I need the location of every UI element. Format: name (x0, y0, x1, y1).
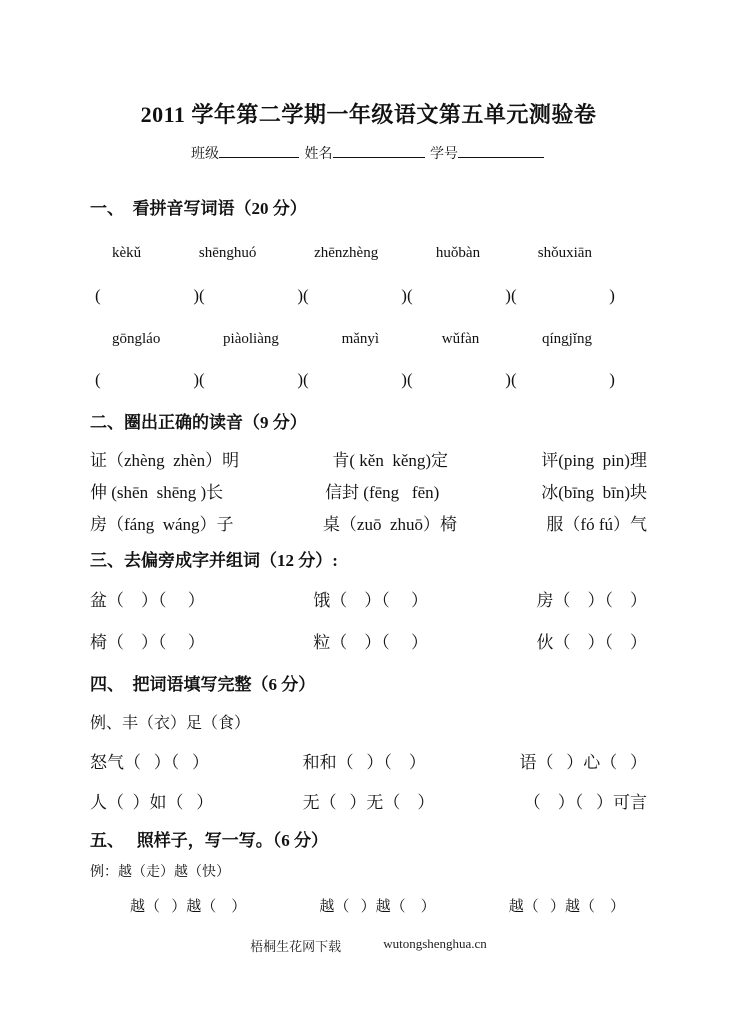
student-info-line (90, 143, 647, 165)
pinyin-word: shēnghuó (198, 245, 257, 261)
bracket: )( (401, 370, 413, 389)
fill-word-item: 怒气（ ）（ ） (90, 753, 209, 772)
section1-answer-brackets-2 (90, 369, 647, 391)
page-title: 2011 学年第二学期一年级语文第五单元测验卷 (140, 102, 597, 127)
class-field (191, 147, 301, 162)
section4-row-1 (90, 751, 647, 775)
section5-row (90, 895, 647, 919)
section1-pinyin-row-1 (90, 243, 647, 263)
pronunciation-item: 服（fó fú）气 (546, 515, 647, 534)
word-building-item: 饿（ ）（ ） (313, 591, 428, 610)
class-label: 班级 (191, 147, 219, 162)
bracket: )( (193, 370, 205, 389)
id-blank-line (458, 143, 544, 158)
id-label: 学号 (430, 147, 458, 162)
fill-word-item: 语（ ）心（ ） (519, 753, 647, 772)
pronunciation-item: 伸 (shēn shēng )长 (90, 483, 224, 502)
bracket: )( (297, 286, 309, 305)
bracket: )( (505, 370, 517, 389)
pinyin-word: huǒbàn (435, 245, 481, 261)
pronunciation-item: 评(ping pin)理 (541, 451, 647, 470)
section2-heading: 二、圈出正确的读音（9 分） (90, 413, 307, 432)
section2-row-3 (90, 513, 647, 537)
bracket: )( (401, 286, 413, 305)
section5-example: 例：越（走）越（快） (90, 865, 230, 880)
section3-row-2 (90, 631, 647, 655)
word-building-item: 粒（ ）（ ） (313, 633, 428, 652)
name-blank-line (333, 143, 425, 158)
section1-heading: 一、 看拼音写词语（20 分） (90, 199, 307, 218)
word-building-item: 盆（ ）（ ） (90, 591, 205, 610)
fill-word-item: 和和（ ）（ ） (302, 753, 426, 772)
section4-row-2 (90, 791, 647, 815)
fill-word-item: 人（ ）如（ ） (90, 793, 214, 812)
pronunciation-item: 冰(bīng bīn)块 (541, 483, 647, 502)
section2-row-2 (90, 481, 647, 505)
pronunciation-item: 桌（zuō zhuō）椅 (322, 515, 458, 534)
pinyin-word: shǒuxiān (537, 245, 592, 261)
name-label: 姓名 (304, 147, 333, 162)
bracket: ) (609, 286, 615, 305)
pinyin-word: mǎnyì (341, 331, 380, 347)
bracket: )( (297, 370, 309, 389)
footer-site-name: 梧桐生花网下载 (250, 939, 342, 954)
section1-answer-brackets-1 (90, 285, 647, 307)
word-building-item: 椅（ ）（ ） (90, 633, 205, 652)
section1-pinyin-row-2 (90, 329, 647, 349)
word-building-item: 房（ ）（ ） (536, 591, 647, 610)
section3-row-1 (90, 589, 647, 613)
pattern-item: 越（ ）越（ ） (130, 899, 247, 915)
footer-site-url: wutongshenghua.cn (383, 936, 487, 951)
fill-word-item: 无（ ）无（ ） (302, 793, 435, 812)
bracket: ( (95, 370, 101, 389)
bracket: ( (95, 286, 101, 305)
word-building-item: 伙（ ）（ ） (536, 633, 647, 652)
pattern-item: 越（ ）越（ ） (508, 899, 625, 915)
section4-heading: 四、 把词语填写完整（6 分） (90, 675, 316, 694)
pinyin-word: qíngjǐng (541, 331, 592, 347)
pattern-item: 越（ ）越（ ） (319, 899, 436, 915)
bracket: )( (193, 286, 205, 305)
pronunciation-item: 房（fáng wáng）子 (90, 515, 234, 534)
pronunciation-item: 信封 (fēng fēn) (325, 483, 440, 502)
bracket: )( (505, 286, 517, 305)
pinyin-word: piàoliàng (223, 331, 279, 347)
id-field (430, 147, 546, 162)
name-field (305, 147, 427, 162)
pinyin-word: gōngláo (112, 331, 161, 347)
section2-row-1 (90, 449, 647, 473)
pronunciation-item: 证（zhèng zhèn）明 (90, 451, 240, 470)
section3-heading: 三、去偏旁成字并组词（12 分）: (90, 551, 338, 570)
section5-heading: 五、 照样子，写一写。（6 分） (90, 831, 328, 850)
pinyin-word: wǔfàn (441, 331, 480, 347)
class-blank-line (219, 143, 299, 158)
page-footer (0, 936, 737, 955)
fill-word-item: （ ）（ ）可言 (523, 793, 647, 812)
pronunciation-item: 肯( kěn kěng)定 (332, 451, 449, 470)
bracket: ) (609, 370, 615, 389)
pinyin-word: zhēnzhèng (314, 245, 379, 261)
pinyin-word: kèkǔ (112, 245, 142, 261)
section4-example: 例、丰（衣）足（食） (90, 715, 251, 732)
